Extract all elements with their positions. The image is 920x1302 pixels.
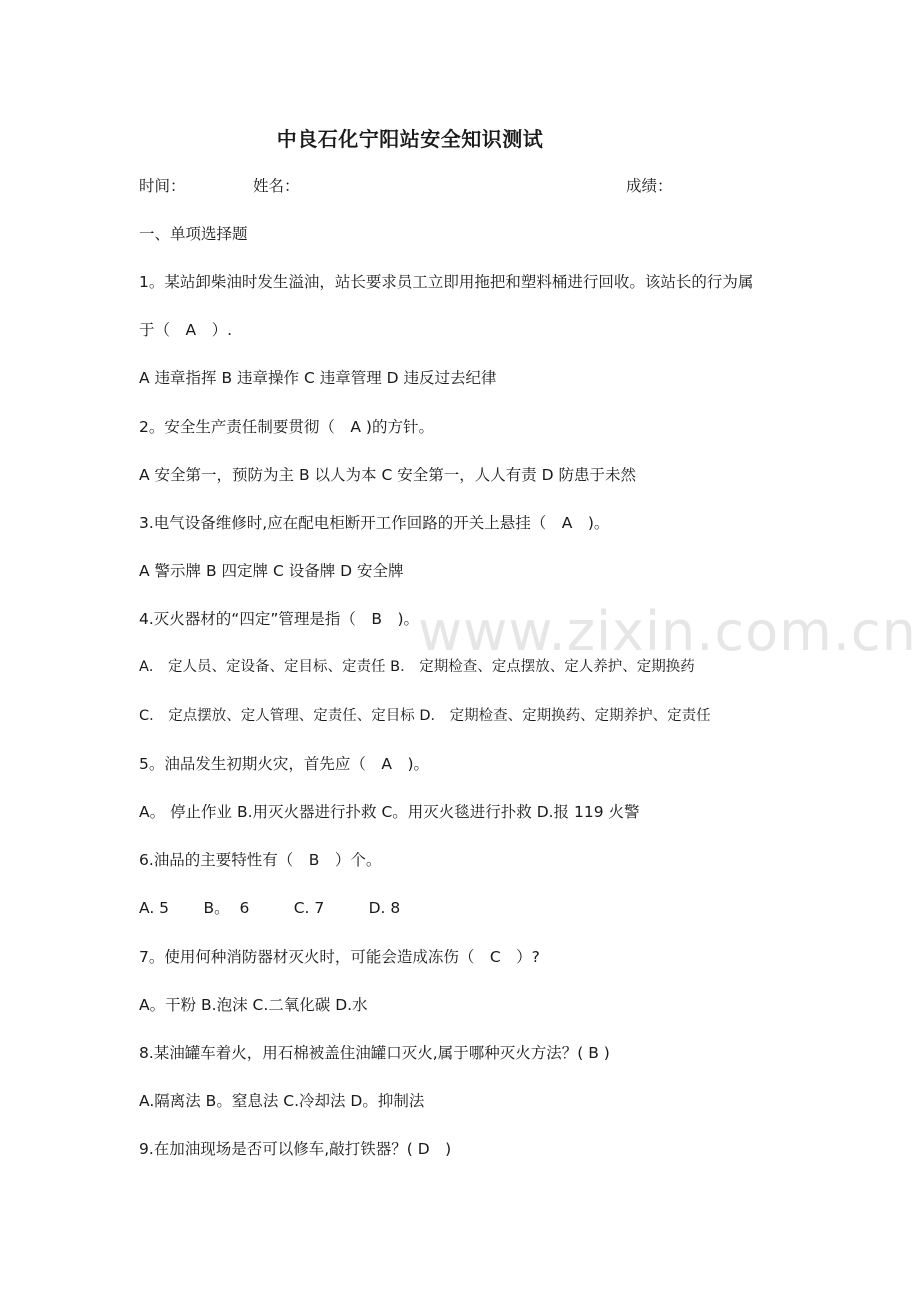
option-line: A。 停止作业 B.用灭火器进行扑救 C。用灭火毯进行扑救 D.报 119 火警 (139, 803, 640, 821)
question-line: 7。使用何种消防器材灭火时，可能会造成冻伤（ C ）? (139, 948, 540, 966)
name-label: 姓名： (253, 177, 300, 195)
question-line: 1。某站卸柴油时发生溢油，站长要求员工立即用拖把和塑料桶进行回收。该站长的行为属 (139, 273, 754, 291)
option-line: A. 5 B。 6 C. 7 D. 8 (139, 899, 401, 917)
option-line: A 警示牌 B 四定牌 C 设备牌 D 安全牌 (139, 562, 404, 580)
document-title: 中良石化宁阳站安全知识测试 (276, 127, 544, 151)
question-line: 3.电气设备维修时,应在配电柜断开工作回路的开关上悬挂（ A )。 (139, 514, 610, 532)
question-line: 9.在加油现场是否可以修车,敲打铁器？( D ) (139, 1140, 452, 1158)
option-line: A.隔离法 B。窒息法 C.冷却法 D。抑制法 (139, 1092, 425, 1110)
option-line: A 安全第一，预防为主 B 以人为本 C 安全第一，人人有责 D 防患于未然 (139, 466, 636, 484)
option-line: A 违章指挥 B 违章操作 C 违章管理 D 违反过去纪律 (139, 369, 497, 387)
question-line: 2。安全生产责任制要贯彻（ A )的方针。 (139, 418, 434, 436)
question-line: 5。油品发生初期火灾，首先应（ A )。 (139, 755, 430, 773)
option-line: C． 定点摆放、定人管理、定责任、定目标 D． 定期检查、定期换药、定期养护、定责任 (139, 708, 711, 724)
question-line: 8.某油罐车着火，用石棉被盖住油罐口灭火,属于哪种灭火方法？( B ) (139, 1044, 610, 1062)
question-line: 4.灭火器材的“四定”管理是指（ B )。 (139, 610, 420, 628)
question-line: 于（ A ）. (139, 321, 233, 339)
time-label: 时间： (139, 177, 186, 195)
score-label: 成绩： (626, 177, 673, 195)
question-line: 6.油品的主要特性有（ B ）个。 (139, 851, 382, 869)
watermark: www.zixin.com.cn (418, 600, 917, 663)
section-heading: 一、单项选择题 (139, 225, 248, 243)
option-line: A． 定人员、定设备、定目标、定责任 B． 定期检查、定点摆放、定人养护、定期换药 (139, 659, 695, 675)
option-line: A。干粉 B.泡沫 C.二氧化碳 D.水 (139, 996, 368, 1014)
